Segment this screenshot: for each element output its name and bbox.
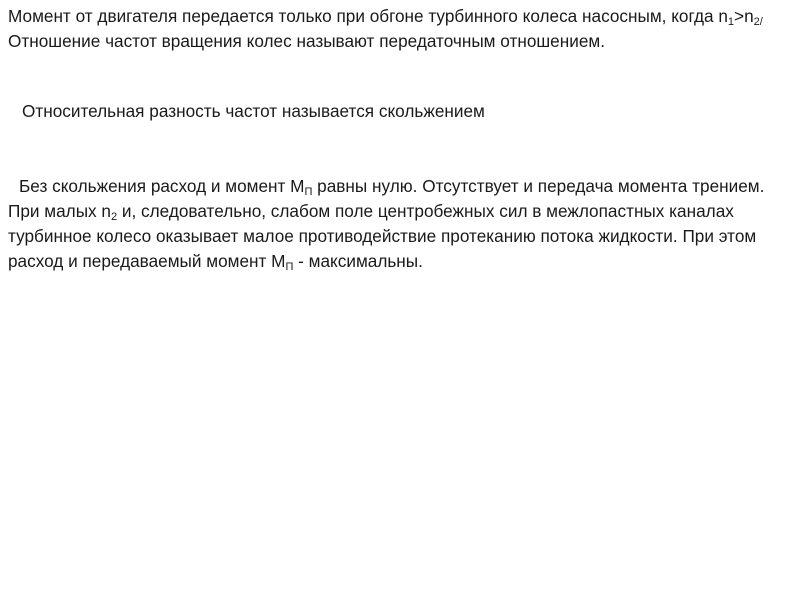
paragraph3-text3: и, следовательно, слабом поле центробежных сил в межлопастных каналах турбинное колесо оказывает малое противодействие протеканию потока жидкости. При этом расход и передаваемый момент М [8,201,757,271]
paragraph3-text1: Без скольжения расход и момент М [19,176,305,196]
subscript-n1: 1 [727,16,735,28]
paragraph-slip-definition [22,99,792,124]
subscript-mp-1: П [304,186,313,198]
subscript-mp-2: П [285,261,294,273]
subscript-n2-second: 2 [110,211,118,223]
paragraph3-text4: - максимальны. [293,251,423,271]
paragraph1-text1: Момент от двигателя передается только при обгоне турбинного колеса насосным, когда n [8,6,728,26]
paragraph3-text2: равны нулю. Отсутствует и передача момента трением. При малых n [8,176,765,221]
paragraph1-text2: >n [734,6,754,26]
paragraph-torque-transfer [8,4,796,54]
paragraph1-text3: Отношение частот вращения колес называют передаточным отношением. [8,31,605,51]
paragraph2-text: Относительная разность частот называется скольжением [22,101,485,121]
subscript-n2: 2/ [753,16,763,28]
paragraph-no-slip [8,174,796,274]
